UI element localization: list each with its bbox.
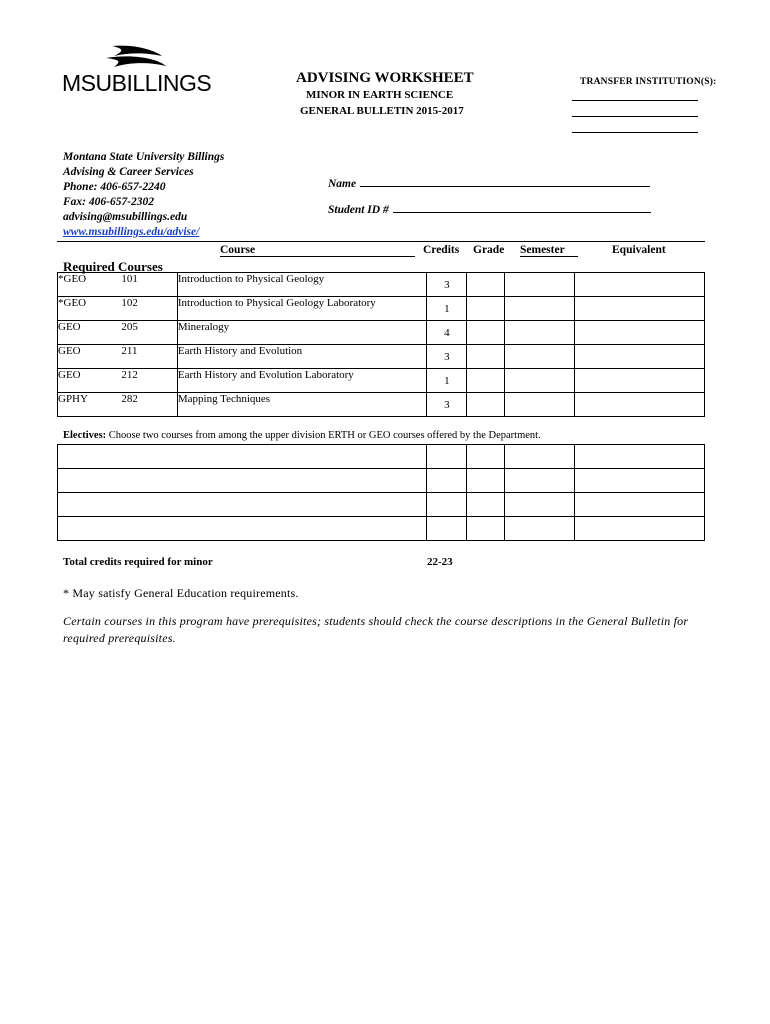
logo-text-msu: MSU xyxy=(62,70,112,96)
name-field xyxy=(328,177,650,190)
elective-semester-cell[interactable] xyxy=(505,469,575,493)
elective-row xyxy=(58,445,705,469)
elective-course-cell[interactable] xyxy=(58,469,427,493)
contact-email: advising@msubillings.edu xyxy=(63,211,188,223)
elective-semester-cell[interactable] xyxy=(505,517,575,541)
total-credits-value: 22-23 xyxy=(427,556,453,568)
table-row xyxy=(58,345,705,369)
elective-semester-cell[interactable] xyxy=(505,493,575,517)
course-number: 211 xyxy=(121,345,177,369)
table-row xyxy=(58,321,705,345)
contact-office: Advising & Career Services xyxy=(63,166,194,178)
col-header-semester: Semester xyxy=(520,244,578,257)
required-courses-heading: Required Courses xyxy=(63,259,163,274)
course-title: Mineralogy xyxy=(177,321,427,345)
contact-university: Montana State University Billings xyxy=(63,151,225,163)
elective-credits-cell[interactable] xyxy=(427,469,467,493)
course-prefix: *GEO xyxy=(58,273,122,297)
col-header-grade: Grade xyxy=(473,244,505,256)
contact-block xyxy=(63,150,224,240)
equivalent-cell[interactable] xyxy=(575,345,705,369)
transfer-institution-line-1[interactable] xyxy=(572,100,698,101)
elective-grade-cell[interactable] xyxy=(467,493,505,517)
course-title: Introduction to Physical Geology xyxy=(177,273,427,297)
course-title: Mapping Techniques xyxy=(177,393,427,417)
table-row xyxy=(58,393,705,417)
elective-course-cell[interactable] xyxy=(58,517,427,541)
elective-grade-cell[interactable] xyxy=(467,445,505,469)
grade-cell[interactable] xyxy=(467,369,505,393)
course-credits: 1 xyxy=(427,297,467,321)
student-id-input-line[interactable] xyxy=(393,203,651,213)
electives-label: Electives: xyxy=(63,430,107,441)
advising-website-link[interactable]: www.msubillings.edu/advise/ xyxy=(63,226,200,238)
course-prefix: GEO xyxy=(58,321,122,345)
elective-semester-cell[interactable] xyxy=(505,445,575,469)
elective-course-cell[interactable] xyxy=(58,445,427,469)
table-row xyxy=(58,273,705,297)
equivalent-cell[interactable] xyxy=(575,273,705,297)
prerequisite-note: Certain courses in this program have prerequisites; students should check the course descriptions in the General Bulletin for required prerequisites. xyxy=(63,614,689,645)
elective-credits-cell[interactable] xyxy=(427,493,467,517)
table-row xyxy=(58,297,705,321)
course-number: 102 xyxy=(121,297,177,321)
elective-credits-cell[interactable] xyxy=(427,445,467,469)
elective-row xyxy=(58,493,705,517)
contact-fax: Fax: 406-657-2302 xyxy=(63,196,155,208)
grade-cell[interactable] xyxy=(467,393,505,417)
electives-table xyxy=(57,444,705,541)
equivalent-cell[interactable] xyxy=(575,369,705,393)
elective-equivalent-cell[interactable] xyxy=(575,469,705,493)
course-prefix: GPHY xyxy=(58,393,122,417)
course-credits: 1 xyxy=(427,369,467,393)
logo-text-billings: BILLINGS xyxy=(111,70,212,96)
col-header-course: Course xyxy=(220,244,415,257)
equivalent-cell[interactable] xyxy=(575,297,705,321)
bulletin-subtitle: GENERAL BULLETIN 2015-2017 xyxy=(300,105,464,117)
elective-grade-cell[interactable] xyxy=(467,469,505,493)
course-number: 101 xyxy=(121,273,177,297)
grade-cell[interactable] xyxy=(467,273,505,297)
name-input-line[interactable] xyxy=(360,177,650,187)
transfer-institution-label: TRANSFER INSTITUTION(S): xyxy=(580,77,717,87)
equivalent-cell[interactable] xyxy=(575,321,705,345)
semester-cell[interactable] xyxy=(505,393,575,417)
semester-cell[interactable] xyxy=(505,369,575,393)
grade-cell[interactable] xyxy=(467,321,505,345)
transfer-institution-line-2[interactable] xyxy=(572,116,698,117)
electives-instructions xyxy=(63,430,541,441)
course-credits: 3 xyxy=(427,345,467,369)
grade-cell[interactable] xyxy=(467,345,505,369)
grade-cell[interactable] xyxy=(467,297,505,321)
course-title: Introduction to Physical Geology Laboratory xyxy=(177,297,427,321)
program-subtitle: MINOR IN EARTH SCIENCE xyxy=(306,89,454,101)
elective-equivalent-cell[interactable] xyxy=(575,493,705,517)
course-title: Earth History and Evolution xyxy=(177,345,427,369)
course-number: 205 xyxy=(121,321,177,345)
gen-ed-note: * May satisfy General Education requirements. xyxy=(63,586,299,600)
elective-course-cell[interactable] xyxy=(58,493,427,517)
elective-equivalent-cell[interactable] xyxy=(575,445,705,469)
elective-row xyxy=(58,469,705,493)
semester-cell[interactable] xyxy=(505,273,575,297)
course-credits: 3 xyxy=(427,393,467,417)
elective-grade-cell[interactable] xyxy=(467,517,505,541)
student-id-field xyxy=(328,203,651,216)
required-courses-table xyxy=(57,272,705,417)
semester-cell[interactable] xyxy=(505,321,575,345)
total-credits-label: Total credits required for minor xyxy=(63,556,213,568)
student-id-label: Student ID # xyxy=(328,204,389,216)
table-row xyxy=(58,369,705,393)
col-header-equivalent: Equivalent xyxy=(612,244,666,256)
equivalent-cell[interactable] xyxy=(575,393,705,417)
course-number: 282 xyxy=(121,393,177,417)
header-rule xyxy=(57,241,705,242)
course-prefix: GEO xyxy=(58,345,122,369)
semester-cell[interactable] xyxy=(505,297,575,321)
semester-cell[interactable] xyxy=(505,345,575,369)
page-title: ADVISING WORKSHEET xyxy=(296,70,474,86)
course-number: 212 xyxy=(121,369,177,393)
elective-row xyxy=(58,517,705,541)
logo-wordmark xyxy=(62,70,211,97)
contact-phone: Phone: 406-657-2240 xyxy=(63,181,166,193)
elective-credits-cell[interactable] xyxy=(427,517,467,541)
course-credits: 3 xyxy=(427,273,467,297)
course-title: Earth History and Evolution Laboratory xyxy=(177,369,427,393)
course-credits: 4 xyxy=(427,321,467,345)
course-prefix: *GEO xyxy=(58,297,122,321)
course-prefix: GEO xyxy=(58,369,122,393)
electives-text: Choose two courses from among the upper division ERTH or GEO courses offered by the Department. xyxy=(106,430,541,441)
transfer-institution-line-3[interactable] xyxy=(572,132,698,133)
elective-equivalent-cell[interactable] xyxy=(575,517,705,541)
name-label: Name xyxy=(328,178,357,190)
col-header-credits: Credits xyxy=(423,244,460,256)
